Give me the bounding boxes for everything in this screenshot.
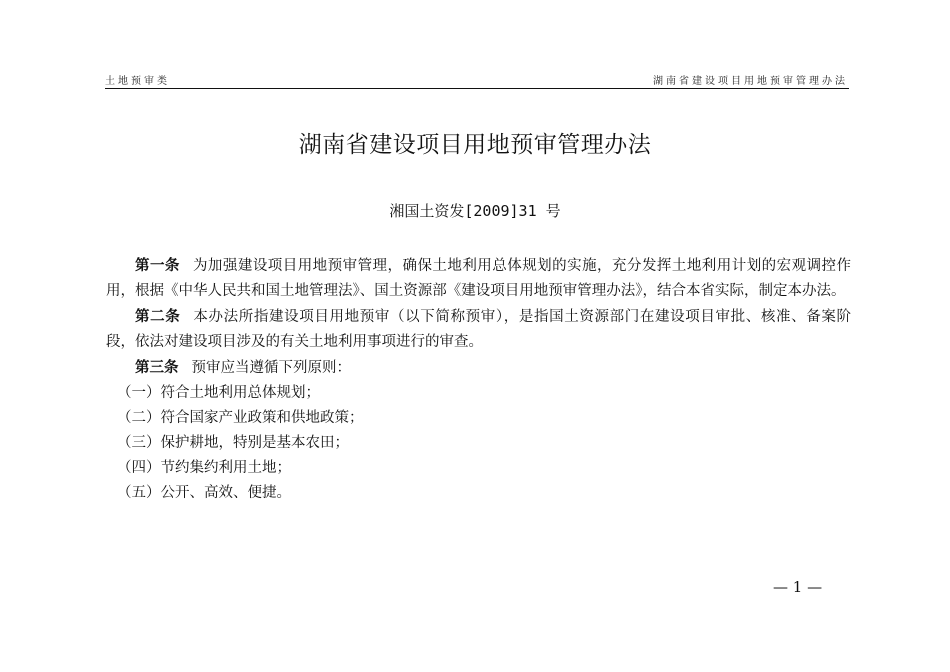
document-body — [106, 253, 851, 506]
page-number: — 1 — — [773, 578, 823, 596]
article-1-label: 第一条 — [135, 257, 180, 274]
principle-item: （五）公开、高效、便捷。 — [117, 485, 291, 501]
article-2 — [106, 304, 851, 355]
running-header-title: 湖南省建设项目用地预审管理办法 — [653, 76, 848, 87]
running-header-category: 土地预审类 — [105, 76, 170, 87]
principle-item: （四）节约集约利用土地； — [117, 460, 291, 476]
article-1-text: 为加强建设项目用地预审管理，确保土地利用总体规划的实施，充分发挥土地利用计划的宏观调控作用，根据《中华人民共和国土地管理法》、国土资源部《建设项目用地预审管理办法》，结合本省实际，制定本办法。 — [106, 258, 852, 299]
article-1 — [106, 253, 851, 304]
header-divider — [105, 88, 849, 89]
principle-item: （二）符合国家产业政策和供地政策； — [117, 410, 364, 426]
document-title: 湖南省建设项目用地预审管理办法 — [298, 132, 652, 158]
article-3 — [106, 355, 851, 381]
article-2-text: 本办法所指建设项目用地预审（以下简称预审），是指国土资源部门在建设项目审批、核准、备案阶段，依法对建设项目涉及的有关土地利用事项进行的审查。 — [106, 309, 851, 350]
article-2-label: 第二条 — [135, 308, 181, 325]
document-number: 湘国土资发[2009]31 号 — [389, 202, 561, 220]
principle-item: （一）符合土地利用总体规划； — [117, 385, 320, 401]
article-3-text: 预审应当遵循下列原则： — [191, 360, 352, 376]
article-3-label: 第三条 — [135, 359, 179, 376]
principle-item: （三）保护耕地，特别是基本农田； — [117, 435, 349, 451]
